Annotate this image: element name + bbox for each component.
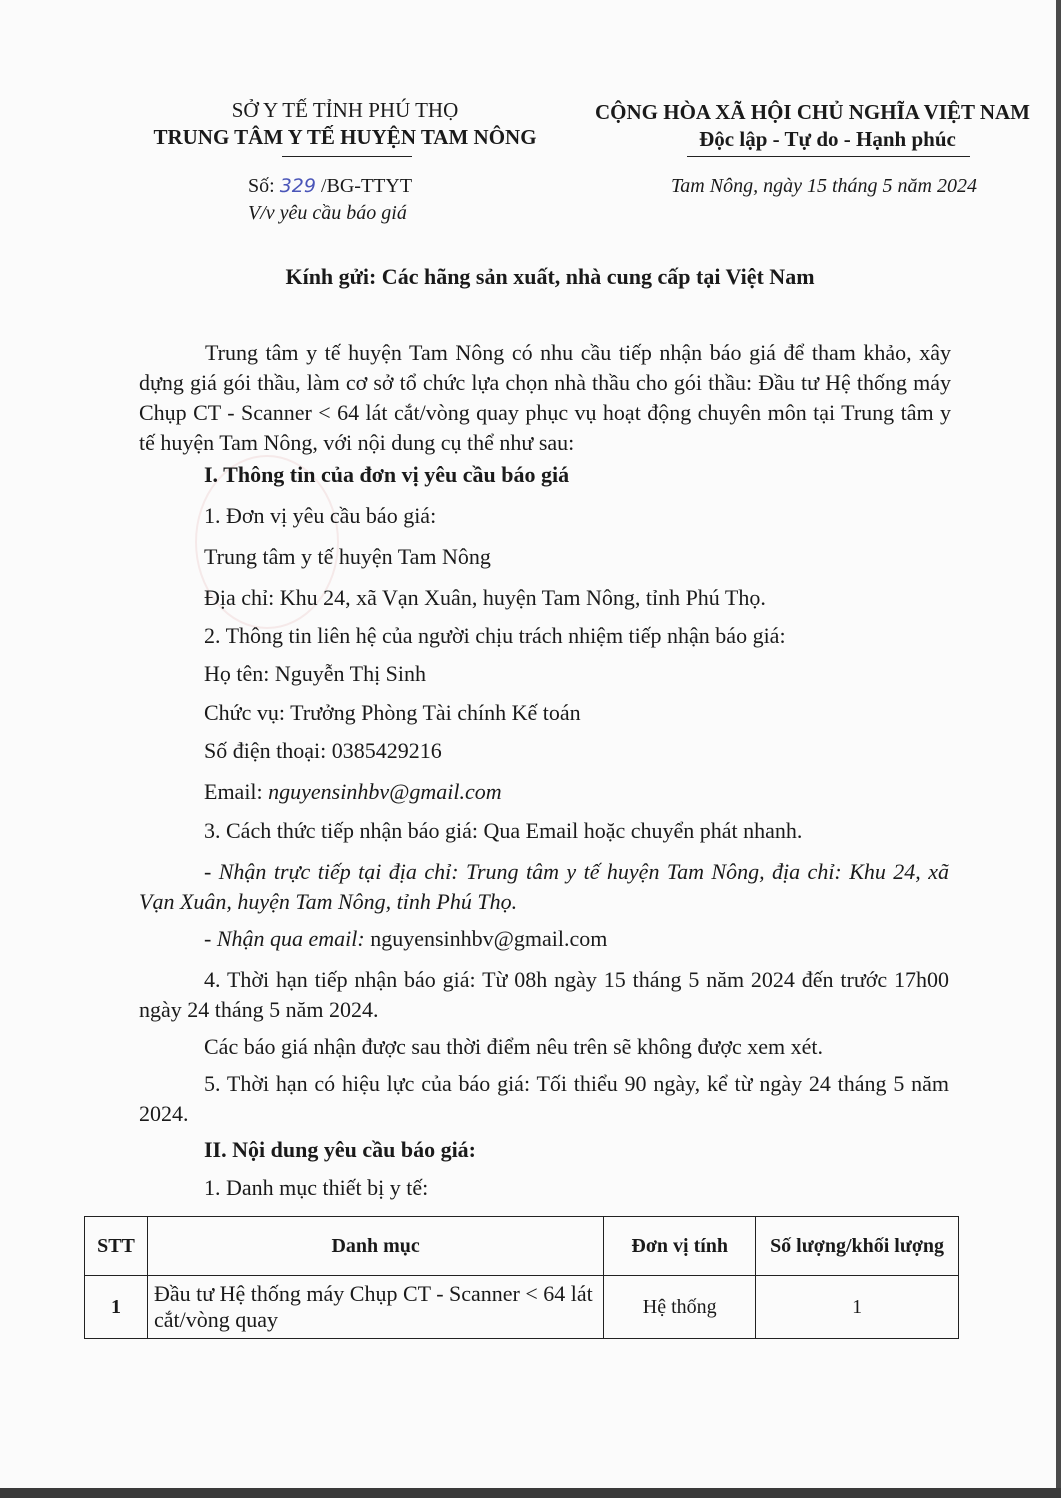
- doc-number-handwritten: 329: [279, 175, 316, 197]
- cell-stt: 1: [85, 1276, 148, 1339]
- agency-underline: [282, 156, 412, 157]
- contact-email-link[interactable]: nguyensinhbv@gmail.com: [268, 779, 502, 804]
- agency-name: TRUNG TÂM Y TẾ HUYỆN TAM NÔNG: [153, 125, 537, 149]
- unit-address: Địa chỉ: Khu 24, xã Vạn Xuân, huyện Tam Nông, tỉnh Phú Thọ.: [204, 585, 766, 610]
- doc-number: [248, 175, 412, 198]
- email-delivery: [204, 926, 607, 952]
- direct-delivery: - Nhận trực tiếp tại địa chỉ: Trung tâm y tế huyện Tam Nông, địa chỉ: Khu 24, xã Vạn Xuân, huyện Tam Nông, tỉnh Phú Thọ.: [139, 859, 949, 914]
- contact-email: [204, 779, 502, 805]
- email-delivery-link[interactable]: nguyensinhbv@gmail.com: [370, 926, 608, 951]
- cell-unit: Hệ thống: [604, 1276, 756, 1339]
- cell-item: Đầu tư Hệ thống máy Chụp CT - Scanner < 64 lát cắt/vòng quay: [147, 1276, 603, 1339]
- section1-item1: 1. Đơn vị yêu cầu báo giá:: [204, 503, 437, 528]
- section1-item5: 5. Thời hạn có hiệu lực của báo giá: Tối thiểu 90 ngày, kể từ ngày 24 tháng 5 năm 2024.: [139, 1071, 949, 1126]
- cell-qty: 1: [756, 1276, 959, 1339]
- agency-parent: SỞ Y TẾ TỈNH PHÚ THỌ: [231, 98, 459, 122]
- section1-item2: 2. Thông tin liên hệ của người chịu trách nhiệm tiếp nhận báo giá:: [204, 623, 786, 648]
- section2-item1: 1. Danh mục thiết bị y tế:: [204, 1175, 429, 1200]
- contact-email-label: Email:: [204, 779, 269, 804]
- scan-edge-bottom: [0, 1488, 1061, 1498]
- section1-item3: 3. Cách thức tiếp nhận báo giá: Qua Email hoặc chuyển phát nhanh.: [204, 818, 803, 843]
- email-delivery-label: - Nhận qua email:: [204, 926, 371, 951]
- doc-subject: V/v yêu cầu báo giá: [248, 202, 407, 224]
- national-motto: Độc lập - Tự do - Hạnh phúc: [699, 127, 956, 151]
- unit-name: Trung tâm y tế huyện Tam Nông: [204, 544, 491, 569]
- section1-item4: 4. Thời hạn tiếp nhận báo giá: Từ 08h ngày 15 tháng 5 năm 2024 đến trước 17h00 ngày 24 tháng 5 năm 2024.: [139, 967, 949, 1022]
- national-title: CỘNG HÒA XÃ HỘI CHỦ NGHĨA VIỆT NAM: [594, 100, 1031, 124]
- table-header-row: [85, 1217, 959, 1276]
- header-stt: STT: [85, 1217, 148, 1276]
- date-line: Tam Nông, ngày 15 tháng 5 năm 2024: [671, 175, 977, 197]
- contact-name: Họ tên: Nguyễn Thị Sinh: [204, 661, 427, 686]
- contact-phone: Số điện thoại: 0385429216: [204, 738, 442, 763]
- header-item: Danh mục: [147, 1217, 603, 1276]
- late-note: Các báo giá nhận được sau thời điểm nêu trên sẽ không được xem xét.: [204, 1034, 823, 1059]
- section1-heading: I. Thông tin của đơn vị yêu cầu báo giá: [204, 462, 570, 487]
- equipment-table: [84, 1216, 959, 1339]
- header-qty: Số lượng/khối lượng: [756, 1217, 959, 1276]
- contact-position: Chức vụ: Trưởng Phòng Tài chính Kế toán: [204, 700, 581, 725]
- table-row: [85, 1276, 959, 1339]
- intro-paragraph: Trung tâm y tế huyện Tam Nông có nhu cầu tiếp nhận báo giá để tham khảo, xây dựng giá gói thầu, làm cơ sở tổ chức lựa chọn nhà thầu cho gói thầu: Đầu tư Hệ thống máy Chụp CT - Scanner < 64 lát cắt/vòng quay phục vụ hoạt động chuyên môn tại Trung tâm y tế huyện Tam Nông, với nội dung cụ thể như sau:: [139, 340, 951, 455]
- section2-heading: II. Nội dung yêu cầu báo giá:: [204, 1137, 477, 1162]
- recipient-line: Kính gửi: Các hãng sản xuất, nhà cung cấp tại Việt Nam: [285, 264, 815, 289]
- header-unit: Đơn vị tính: [604, 1217, 756, 1276]
- doc-number-suffix: /BG-TTYT: [315, 175, 413, 197]
- doc-number-prefix: Số:: [248, 175, 280, 197]
- scan-edge-right: [1056, 0, 1061, 1498]
- motto-underline: [687, 156, 970, 157]
